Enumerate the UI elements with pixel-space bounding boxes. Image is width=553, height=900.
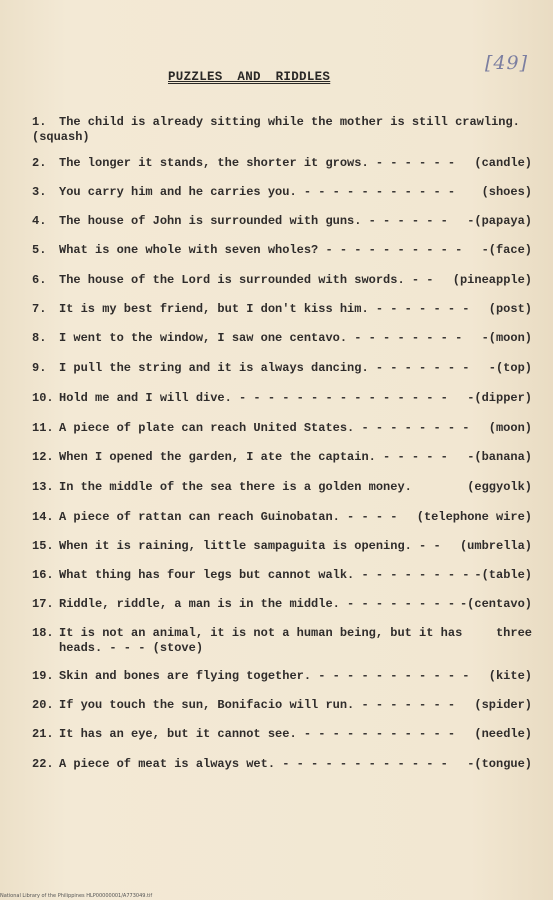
item-text: A piece of meat is always wet. - - - - - - - - - - - - — [59, 757, 448, 771]
page-title: PUZZLES AND RIDDLES — [168, 70, 331, 84]
item-number: 8. — [32, 331, 47, 345]
item-answer: (moon) — [488, 421, 532, 435]
item-number: 16. — [32, 568, 54, 582]
item-number: 2. — [32, 156, 47, 170]
item-answer: (eggyolk) — [467, 480, 532, 494]
item-text: Riddle, riddle, a man is in the middle. - - - - - - - - — [59, 597, 456, 611]
list-item — [32, 273, 532, 288]
list-item — [32, 185, 532, 200]
list-item — [32, 539, 532, 554]
item-answer: (post) — [488, 302, 532, 316]
list-item — [32, 626, 532, 656]
item-number: 12. — [32, 450, 54, 464]
item-text: The house of the Lord is surrounded with swords. - - — [59, 273, 434, 287]
list-item — [32, 568, 532, 583]
list-item — [32, 450, 532, 465]
item-number: 14. — [32, 510, 54, 524]
item-number: 9. — [32, 361, 47, 375]
item-text: The house of John is surrounded with guns. - - - - - - — [59, 214, 448, 228]
list-item — [32, 597, 532, 612]
item-number: 4. — [32, 214, 47, 228]
item-answer: (telephone wire) — [416, 510, 532, 524]
item-number: 20. — [32, 698, 54, 712]
item-text: I went to the window, I saw one centavo. - - - - - - - - — [59, 331, 463, 345]
item-number: 6. — [32, 273, 47, 287]
item-answer: (shoes) — [481, 185, 532, 199]
item-answer: three — [495, 626, 532, 640]
item-text: The child is already sitting while the mother is still crawling. — [59, 115, 520, 129]
item-answer: -(face) — [481, 243, 532, 257]
item-number: 21. — [32, 727, 54, 741]
item-text: It is not an animal, it is not a human being, but it has — [59, 626, 463, 640]
list-item — [32, 115, 532, 145]
item-text: Skin and bones are flying together. - - - - - - - - - - - — [59, 669, 470, 683]
item-number: 18. — [32, 626, 54, 640]
item-answer: (umbrella) — [459, 539, 532, 553]
item-answer: -(centavo) — [459, 597, 532, 611]
item-number: 7. — [32, 302, 47, 316]
item-number: 17. — [32, 597, 54, 611]
item-text: When it is raining, little sampaguita is opening. - - — [59, 539, 441, 553]
list-item — [32, 510, 532, 525]
list-item — [32, 156, 532, 171]
archive-footer: National Library of the Philippines HLP00000001/A773049.tif — [0, 893, 153, 899]
list-item — [32, 669, 532, 684]
item-text: It has an eye, but it cannot see. - - - - - - - - - - - — [59, 727, 456, 741]
item-number: 13. — [32, 480, 54, 494]
item-text: If you touch the sun, Bonifacio will run. - - - - - - - — [59, 698, 456, 712]
list-item — [32, 243, 532, 258]
item-answer: (kite) — [488, 669, 532, 683]
item-answer: (spider) — [474, 698, 532, 712]
list-item — [32, 331, 532, 346]
item-answer: (pineapple) — [452, 273, 532, 287]
item-answer: (needle) — [474, 727, 532, 741]
item-text: A piece of rattan can reach Guinobatan. - - - - — [59, 510, 398, 524]
item-number: 1. — [32, 115, 47, 129]
list-item — [32, 727, 532, 742]
item-continuation: (squash) — [32, 130, 90, 144]
item-text: When I opened the garden, I ate the captain. - - - - - — [59, 450, 448, 464]
item-number: 11. — [32, 421, 54, 435]
item-number: 10. — [32, 391, 54, 405]
item-text: The longer it stands, the shorter it grows. - - - - - - — [59, 156, 456, 170]
item-number: 15. — [32, 539, 54, 553]
item-answer: -(top) — [488, 361, 532, 375]
list-item — [32, 698, 532, 713]
list-item — [32, 421, 532, 436]
item-number: 3. — [32, 185, 47, 199]
item-text: It is my best friend, but I don't kiss him. - - - - - - - — [59, 302, 470, 316]
item-answer: (candle) — [474, 156, 532, 170]
item-text: Hold me and I will dive. - - - - - - - - - - - - - - - — [59, 391, 448, 405]
item-answer: -(tongue) — [467, 757, 532, 771]
item-text: You carry him and he carries you. - - - - - - - - - - - — [59, 185, 456, 199]
item-text: What thing has four legs but cannot walk. - - - - - - - - — [59, 568, 470, 582]
item-text: A piece of plate can reach United States. - - - - - - - - — [59, 421, 470, 435]
item-answer: -(papaya) — [467, 214, 532, 228]
item-continuation: heads. - - - (stove) — [59, 641, 204, 655]
item-answer: -(moon) — [481, 331, 532, 345]
item-answer: -(dipper) — [467, 391, 532, 405]
list-item — [32, 480, 532, 495]
item-number: 19. — [32, 669, 54, 683]
item-text: In the middle of the sea there is a golden money. — [59, 480, 412, 494]
item-text: What is one whole with seven wholes? - - - - - - - - - - — [59, 243, 463, 257]
page-number: [49] — [485, 52, 529, 74]
list-item — [32, 302, 532, 317]
list-item — [32, 361, 532, 376]
item-answer: -(banana) — [467, 450, 532, 464]
item-answer: -(table) — [474, 568, 532, 582]
item-text: I pull the string and it is always dancing. - - - - - - - — [59, 361, 470, 375]
list-item — [32, 757, 532, 772]
list-item — [32, 391, 532, 406]
item-number: 22. — [32, 757, 54, 771]
list-item — [32, 214, 532, 229]
item-number: 5. — [32, 243, 47, 257]
